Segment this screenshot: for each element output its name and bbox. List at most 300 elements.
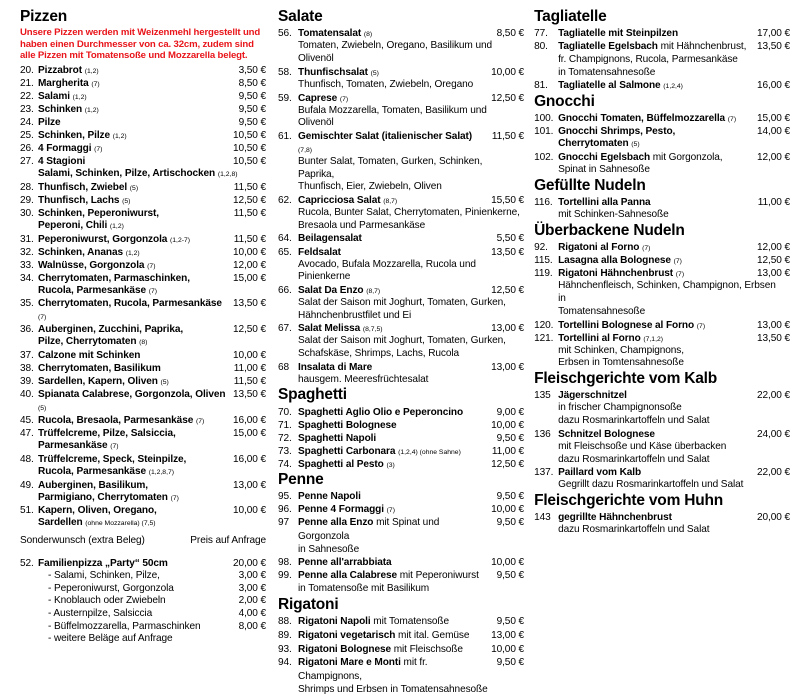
item-name-text: Spaghetti Bolognese [298, 419, 397, 431]
item-number: 92. [534, 242, 548, 254]
familienpizza-option[interactable] [20, 633, 266, 646]
item-description [534, 524, 790, 537]
item-allergens: (3) [386, 461, 395, 469]
menu-item-tortellini-bolognese-al-forno[interactable] [534, 319, 790, 332]
item-number: 66. [278, 284, 292, 296]
menu-item-spaghetti-bolognese[interactable] [278, 419, 524, 432]
menu-item-spaghetti-carbonara[interactable] [278, 445, 524, 458]
item-name-text: Penne Napoli [298, 491, 361, 503]
menu-item-peperoniwurst-gorgonzola[interactable] [20, 233, 266, 246]
item-price: 13,50 € [233, 298, 267, 310]
item-description-text [298, 105, 524, 130]
item-description-text [298, 297, 524, 310]
item-price: 10,00 € [491, 66, 525, 78]
item-name [298, 569, 497, 583]
desc-allergens: (7) [110, 443, 119, 451]
item-name-text: Cherrytomaten, Parmaschinken, [38, 272, 190, 284]
menu-item-feldsalat[interactable] [278, 246, 524, 259]
item-number: 36. [20, 324, 34, 336]
item-description-text [298, 544, 524, 557]
menu-item-spianata-calabrese-gorgonzola-oliven[interactable] [20, 388, 266, 414]
item-name-tail: mit Peperoniwurst [397, 570, 479, 582]
item-name-text: Auberginen, Zucchini, Paprika, [38, 324, 184, 336]
item-price: 10,00 € [233, 246, 267, 258]
special-request-price: Preis auf Anfrage [190, 535, 267, 547]
item-description [20, 220, 266, 233]
item-description [20, 466, 266, 479]
item-name-text: Pizzabrot [38, 65, 82, 77]
item-name-text: Trüffelcreme, Speck, Steinpilze, [38, 453, 187, 465]
item-name [38, 414, 233, 427]
desc-line-1: Pilze, Cherrytomaten [38, 336, 137, 348]
menu-item-4-formaggi[interactable] [20, 142, 266, 155]
item-description-2 [534, 67, 790, 80]
item-allergens: (1,2) [125, 249, 140, 257]
item-price: 11,50 € [233, 376, 267, 388]
item-price: 12,50 € [757, 255, 791, 267]
item-number: 72. [278, 432, 292, 444]
item-number: 94. [278, 657, 292, 669]
item-name-text: Gemischter Salat (italienischer Salat) [298, 130, 473, 142]
item-name [558, 27, 757, 40]
option-label: - weitere Beläge auf Anfrage [48, 633, 173, 645]
item-allergens: (5) [370, 69, 379, 77]
item-name-text: Gnocchi Egelsbach [558, 151, 651, 163]
item-name [558, 196, 758, 209]
desc-line-1: Bunter Salat, Tomaten, Gurken, Schinken, Paprika, [298, 155, 483, 180]
item-price: 16,00 € [757, 80, 791, 92]
item-name [38, 90, 239, 103]
menu-item-rigatoni-al-forno[interactable] [534, 241, 790, 254]
special-request-row [20, 535, 266, 548]
item-name-text: Feldsalat [298, 246, 341, 258]
item-number: 61. [278, 130, 292, 142]
menu-item-tagliatelle-al-salmone[interactable] [534, 79, 790, 92]
item-number: 34. [20, 272, 34, 284]
menu-item-penne-alla-calabrese[interactable] [278, 569, 524, 583]
item-number: 56. [278, 28, 292, 40]
item-price: 11,00 € [491, 445, 525, 457]
menu-item-thunfisch-lachs[interactable] [20, 194, 266, 207]
item-name [38, 246, 233, 259]
item-name [558, 40, 757, 54]
desc-line-1: mit Fleischsoße und Käse überbacken [558, 440, 727, 452]
menu-item-penne-4-formaggi[interactable] [278, 503, 524, 516]
item-name [558, 267, 757, 280]
desc-line-1: Thunfisch, Tomaten, Zwiebeln, Oregano [298, 78, 474, 90]
item-description [278, 297, 524, 310]
item-name [298, 27, 497, 40]
item-price: 13,50 € [757, 332, 791, 344]
item-number: 21. [20, 78, 34, 90]
desc-line-1: Bufala Mozzarella, Tomaten, Basilikum und Olivenöl [298, 104, 487, 129]
item-price: 10,00 € [491, 643, 525, 655]
item-number: 96. [278, 504, 292, 516]
item-name-text: Penne all'arrabbiata [298, 557, 392, 569]
menu-item-schinken[interactable] [20, 103, 266, 116]
menu-item-tagliatelle-egelsbach[interactable] [534, 40, 790, 54]
item-name [38, 233, 234, 246]
option-label: - Salami, Schinken, Pilze, [48, 569, 160, 581]
desc-line-1: in frischer Champignonsoße [558, 402, 682, 414]
item-allergens: (1,2) [84, 107, 99, 115]
menu-item-gnocchi-egelsbach[interactable] [534, 151, 790, 165]
item-allergens: (5) [160, 379, 169, 387]
menu-item-4-stagioni[interactable] [20, 155, 266, 168]
item-number: 116. [534, 197, 553, 209]
item-name [298, 419, 491, 432]
item-name-text: Walnüsse, Gorgonzola [38, 259, 145, 271]
item-description-text-2: Tomatensahnesoße [558, 305, 646, 317]
item-name-text: 4 Formaggi [38, 143, 92, 155]
item-name-text: Spaghetti Aglio Olio e Peperoncino [298, 406, 464, 418]
desc-line-1: Cherrytomaten [558, 137, 629, 149]
item-name-tail: mit ital. Gemüse [395, 629, 470, 641]
item-description [20, 168, 266, 181]
item-allergens: (7,8) [298, 146, 313, 154]
item-description [534, 280, 790, 305]
menu-item-gemischter-salat-italienischer-salat[interactable] [278, 130, 524, 156]
item-name-tail: mit Hähnchenbrust, [657, 41, 747, 53]
item-name-text: Penne alla Calabrese [298, 570, 398, 582]
item-price: 11,50 € [491, 130, 525, 142]
desc-line-1: Avocado, Bufala Mozzarella, Rucola und Pinienkerne [298, 258, 476, 283]
desc-line-1: in Tomatensoße mit Basilikum [298, 583, 430, 595]
item-number: 65. [278, 246, 292, 258]
item-allergens: (7) [339, 95, 349, 103]
menu-item-spaghetti-aglio-olio-e-peperoncino[interactable] [278, 406, 524, 419]
item-name-text: Cherrytomaten, Rucola, Parmesankäse [38, 298, 222, 310]
item-number: 62. [278, 195, 292, 207]
item-price: 15,00 € [233, 428, 267, 440]
section-intro: Unsere Pizzen werden mit Weizenmehl hergestellt und haben einen Durchmesser von ca. 32cm, zudem sind alle Pizzen mit Tomatensoße und Mozzarella belegt. [20, 27, 261, 61]
item-price: 13,00 € [491, 629, 525, 641]
item-name-text: Thunfisch, Lachs [38, 194, 120, 206]
item-name [298, 130, 492, 156]
menu-item-insalata-di-mare[interactable] [278, 361, 524, 374]
item-number: 39. [20, 376, 34, 388]
item-name-text: Gnocchi Tomaten, Büffelmozzarella [558, 112, 726, 124]
item-price: 12,00 € [757, 242, 791, 254]
menu-item-rigatoni-napoli[interactable] [278, 615, 524, 629]
item-price: 10,50 € [233, 143, 267, 155]
item-price: 9,50 € [496, 657, 525, 669]
item-allergens: (1,2,4) [663, 83, 683, 91]
item-description-2 [534, 357, 790, 370]
item-name-tail: mit Tomatensoße [370, 616, 449, 628]
menu-item-salat-melissa[interactable] [278, 322, 524, 335]
item-price: 9,50 € [496, 432, 525, 444]
item-name-text: Auberginen, Basilikum, [38, 479, 148, 491]
item-name [38, 181, 234, 194]
item-price: 13,00 € [233, 479, 267, 491]
item-name-text: Margherita [38, 78, 89, 90]
item-name [38, 427, 233, 440]
familienpizza-option[interactable] [20, 583, 266, 596]
item-number: 25. [20, 130, 34, 142]
menu-item-pilze[interactable] [20, 116, 266, 129]
item-number: 20. [20, 65, 34, 77]
item-description-text-2: Schafskäse, Shrimps, Lachs, Rucola [298, 348, 460, 360]
item-name [38, 272, 233, 285]
desc-line-1: Gegrillt dazu Rosmarinkartoffeln und Salat [558, 479, 744, 491]
menu-item-kapern-oliven-oregano[interactable] [20, 504, 266, 517]
item-price: 11,00 € [757, 197, 791, 209]
item-number: 26. [20, 143, 34, 155]
item-price: 10,00 € [491, 557, 525, 569]
item-name [38, 362, 234, 375]
menu-item-capricciosa-salat[interactable] [278, 194, 524, 207]
menu-item-tomatensalat[interactable] [278, 27, 524, 40]
menu-column-2 [272, 8, 528, 695]
menu-item-tortellini-alla-panna[interactable] [534, 196, 790, 209]
item-description-text [558, 164, 790, 177]
item-price: 11,00 € [233, 363, 267, 375]
special-request-label: Sonderwunsch (extra Beleg) [20, 535, 145, 547]
item-price: 13,00 € [757, 319, 791, 331]
desc-line-1: Parmigiano, Cherrytomaten [38, 491, 168, 503]
item-name-text: Pilze [38, 117, 61, 129]
menu-item-familienpizza[interactable] [20, 557, 266, 570]
menu-item-schinken-ananas[interactable] [20, 246, 266, 259]
menu-item-beilagensalat[interactable] [278, 232, 524, 245]
item-allergens: (7) [195, 418, 205, 426]
item-price: 9,50 € [496, 616, 525, 628]
item-description [278, 207, 524, 220]
item-name [298, 406, 497, 419]
item-description [278, 544, 524, 557]
item-allergens: (5) [122, 197, 131, 205]
item-number: 97 [278, 517, 290, 529]
item-name-text: Schinken [38, 104, 83, 116]
item-number: 27. [20, 156, 34, 168]
desc-line-1: Rucola, Parmesankäse [38, 465, 146, 477]
item-name-text: Schinken, Ananas [38, 246, 123, 258]
item-description-text [298, 259, 524, 284]
desc-line-1: Rucola, Parmesankäse [38, 284, 146, 296]
menu-item-paillard-vom-kalb[interactable] [534, 466, 790, 479]
item-number: 52. [20, 557, 34, 569]
menu-item-schinken-pilze[interactable] [20, 129, 266, 142]
item-name-text: Thunfischsalat [298, 66, 368, 78]
item-price: 17,00 € [757, 28, 791, 40]
item-name-text: Salat Da Enzo [298, 284, 364, 296]
item-number: 33. [20, 259, 34, 271]
item-price: 11,50 € [233, 233, 267, 245]
item-number: 81. [534, 80, 548, 92]
item-price: 12,00 € [233, 259, 267, 271]
item-price: 9,50 € [496, 570, 525, 582]
item-allergens: (7) [642, 245, 651, 253]
menu-item-auberginen-zucchini-paprika[interactable] [20, 323, 266, 336]
menu-item-rucola-bresaola-parmesankaese[interactable] [20, 414, 266, 427]
item-name [298, 643, 491, 657]
item-number: 22. [20, 91, 34, 103]
item-price: 12,00 € [757, 151, 791, 163]
item-number: 45. [20, 415, 34, 427]
item-price: 9,50 € [496, 517, 525, 529]
item-name [38, 64, 239, 77]
option-label: - Knoblauch oder Zwiebeln [48, 595, 166, 607]
menu-item-trueffelcreme-pilze-salsiccia[interactable] [20, 427, 266, 440]
item-name [298, 556, 491, 569]
item-allergens: (7) [696, 322, 706, 330]
section-title-ueberbackene-nudeln: Überbackene Nudeln [534, 222, 685, 240]
desc-allergens: (1,2,8) [217, 171, 238, 179]
item-name-text: Spianata Calabrese, Gorgonzola, Oliven [38, 389, 226, 401]
desc-line-1: Hähnchenfleisch, Schinken, Champignon, Erbsen in [558, 280, 776, 305]
menu-item-tortellini-al-forno[interactable] [534, 332, 790, 345]
menu-item-cherrytomaten-rucola-parmesankaese[interactable] [20, 297, 266, 323]
item-name-text: Tomatensalat [298, 28, 362, 40]
menu-item-cherrytomaten-basilikum[interactable] [20, 362, 266, 375]
menu-item-gnocchi-tomaten-bueffelmozzarella[interactable] [534, 112, 790, 125]
item-name-text: Spaghetti al Pesto [298, 458, 384, 470]
item-price: 12,50 € [491, 92, 525, 104]
item-allergens: (1,2) [84, 68, 99, 76]
menu-item-rigatoni-mare-e-monti[interactable] [278, 656, 524, 683]
item-price: 10,50 € [233, 156, 267, 168]
familienpizza-option[interactable] [20, 595, 266, 608]
item-name-text: 4 Stagioni [38, 156, 86, 168]
item-description-text [38, 492, 266, 505]
menu-item-walnuesse-gorgonzola[interactable] [20, 259, 266, 272]
item-description [534, 479, 790, 492]
familienpizza-option[interactable] [20, 570, 266, 583]
menu-item-trueffelcreme-speck-steinpilze[interactable] [20, 453, 266, 466]
section-title-fleischgerichte-vom-kalb: Fleischgerichte vom Kalb [534, 370, 718, 388]
item-price: 5,50 € [496, 233, 525, 245]
familienpizza-option[interactable] [20, 621, 266, 634]
item-price: 13,50 € [757, 41, 791, 53]
item-description [278, 40, 524, 65]
item-description-2 [534, 306, 790, 319]
item-description [20, 517, 266, 530]
item-name-text: Tortellini alla Panna [558, 197, 651, 209]
menu-item-gegrillte-haehnchenbrust[interactable] [534, 511, 790, 524]
item-price: 8,50 € [496, 28, 525, 40]
item-description-text-2: dazu Rosmarinkartoffeln und Salat [558, 453, 710, 465]
menu-item-schinken-peperoniwurst[interactable] [20, 207, 266, 220]
item-name [558, 151, 757, 165]
item-name-text: Schinken, Peperoniwurst, [38, 207, 159, 219]
item-description [534, 209, 790, 222]
desc-line-1: Parmesankäse [38, 440, 108, 452]
menu-item-rigatoni-vegetarisch[interactable] [278, 629, 524, 643]
desc-line-1: Sardellen [38, 517, 83, 529]
menu-item-schnitzel-bolognese[interactable] [534, 428, 790, 441]
desc-allergens: (7) [170, 494, 179, 502]
menu-item-spaghetti-al-pesto[interactable] [278, 458, 524, 471]
item-name [38, 323, 233, 336]
item-number: 59. [278, 92, 292, 104]
item-description [20, 285, 266, 298]
item-name-text: Penne 4 Formaggi [298, 504, 384, 516]
menu-item-penne-all-arrabbiata[interactable] [278, 556, 524, 569]
item-name-text: Capricciosa Salat [298, 195, 381, 207]
item-name [298, 322, 491, 335]
menu-item-lasagna-alla-bolognese[interactable] [534, 254, 790, 267]
menu-item-pizzabrot[interactable] [20, 64, 266, 77]
item-number: 121. [534, 332, 554, 344]
menu-item-caprese[interactable] [278, 92, 524, 105]
item-name-text: Salami [38, 91, 70, 103]
menu-item-cherrytomaten-parmaschinken[interactable] [20, 272, 266, 285]
desc-line-1: Salat der Saison mit Joghurt, Tomaten, Gurken, [298, 296, 506, 308]
menu-item-auberginen-basilikum[interactable] [20, 479, 266, 492]
section-title-salate: Salate [278, 8, 323, 25]
item-allergens: (7,1,2) [643, 335, 664, 343]
item-number: 49. [20, 479, 34, 491]
item-number: 24. [20, 117, 34, 129]
item-name-text: Rigatoni al Forno [558, 242, 640, 254]
menu-item-salami[interactable] [20, 90, 266, 103]
menu-item-calzone-mit-schinken[interactable] [20, 349, 266, 362]
item-price: 10,00 € [233, 350, 267, 362]
item-name-text: Tagliatelle al Salmone [558, 80, 661, 92]
menu-item-penne-alla-enzo[interactable] [278, 516, 524, 543]
item-description-text [38, 440, 266, 453]
item-name [298, 503, 491, 516]
section-title-fleischgerichte-vom-huhn: Fleischgerichte vom Huhn [534, 491, 724, 509]
item-price: 11,50 € [233, 207, 267, 219]
item-price: 12,50 € [233, 324, 267, 336]
section-title-penne: Penne [278, 470, 324, 488]
menu-item-tagliatelle-mit-steinpilzen[interactable] [534, 27, 790, 40]
menu-item-rigatoni-haehnchenbrust[interactable] [534, 267, 790, 280]
menu-item-rigatoni-bolognese[interactable] [278, 643, 524, 657]
item-name [38, 479, 233, 492]
item-description [534, 164, 790, 177]
item-price: 20,00 € [757, 512, 791, 524]
item-number: 102. [534, 151, 554, 163]
item-name [298, 92, 491, 105]
item-description-text-2: Erbsen in Tomtensahnesoße [558, 357, 684, 369]
menu-item-margherita[interactable] [20, 77, 266, 90]
item-description-text [558, 345, 790, 358]
item-description-text [38, 336, 266, 349]
item-allergens: (1,2) [72, 94, 87, 102]
item-description-text [558, 479, 790, 492]
menu-column-1 [6, 8, 272, 645]
menu-column-3 [528, 8, 794, 566]
menu-item-penne-napoli[interactable] [278, 490, 524, 503]
menu-item-spaghetti-napoli[interactable] [278, 432, 524, 445]
item-name-text: Gnocchi Shrimps, Pesto, [558, 125, 676, 137]
menu-item-jaegerschnitzel[interactable] [534, 389, 790, 402]
item-number: 40. [20, 389, 34, 401]
familienpizza-option[interactable] [20, 608, 266, 621]
item-name [38, 129, 233, 142]
item-name-text: Rigatoni vegetarisch [298, 629, 396, 641]
menu-item-gnocchi-shrimps-pesto[interactable] [534, 125, 790, 138]
item-price: 3,50 € [238, 65, 267, 77]
item-name [298, 361, 491, 374]
item-number: 135 [534, 390, 551, 402]
item-number: 68 [278, 361, 290, 373]
menu-item-sardellen-kapern-oliven[interactable] [20, 375, 266, 388]
item-description-text [38, 466, 266, 479]
menu-item-thunfischsalat[interactable] [278, 66, 524, 79]
item-allergens: (7) [38, 314, 47, 322]
item-description [278, 583, 524, 596]
desc-line-1: fr. Champignons, Rucola, Parmesankäse [558, 54, 738, 66]
item-name-text: Salat Melissa [298, 323, 361, 335]
item-description-text [38, 285, 266, 298]
menu-item-salat-da-enzo[interactable] [278, 284, 524, 297]
menu-item-thunfisch-zwiebel[interactable] [20, 181, 266, 194]
item-name-text: Paillard vom Kalb [558, 467, 642, 479]
